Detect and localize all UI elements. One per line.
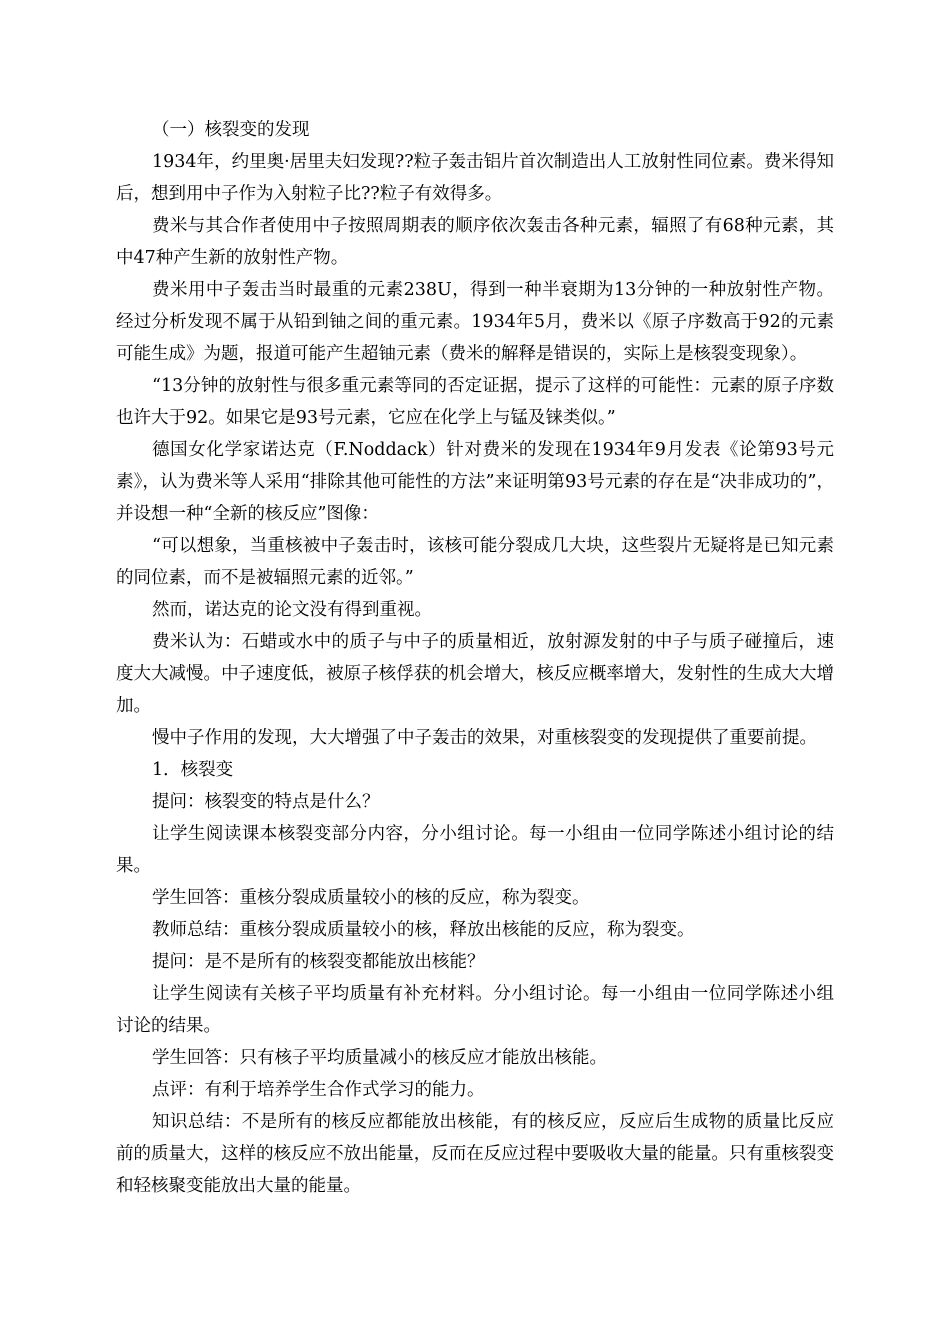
paragraph-ignored: 然而，诺达克的论文没有得到重视。: [152, 600, 432, 620]
paragraph-reading-2: 让学生阅读有关核子平均质量有补充材料。分小组讨论。每一小组由一位同学陈述小组讨论的结果。: [116, 984, 834, 1036]
paragraph-knowledge-summary: 知识总结：不是所有的核反应都能放出核能，有的核反应，反应后生成物的质量比反应前的质量大，这样的核反应不放出能量，反而在反应过程中要吸收大量的能量。只有重核裂变和轻核聚变能放出大量的能量。: [116, 1112, 834, 1196]
paragraph-question-1: 提问：核裂变的特点是什么？: [152, 792, 380, 812]
paragraph-fermi-neutron-bombardment: 费米与其合作者使用中子按照周期表的顺序依次轰击各种元素，辐照了有68种元素，其中47种产生新的放射性产物。: [116, 216, 834, 268]
paragraph-student-answer-1: 学生回答：重核分裂成质量较小的核的反应，称为裂变。: [152, 888, 590, 908]
subsection-heading: 1．核裂变: [152, 760, 234, 780]
paragraph-reading-1: 让学生阅读课本核裂变部分内容，分小组讨论。每一小组由一位同学陈述小组讨论的结果。: [116, 824, 834, 876]
paragraph-fermi-quote: “13分钟的放射性与很多重元素等同的否定证据，提示了这样的可能性：元素的原子序数也许大于92。如果它是93号元素，它应在化学上与锰及铼类似。”: [116, 376, 834, 428]
paragraph-slow-neutron: 费米认为：石蜡或水中的质子与中子的质量相近，放射源发射的中子与质子碰撞后，速度大大减慢。中子速度低，被原子核俘获的机会增大，核反应概率增大，发射性的生成大大增加。: [116, 632, 834, 716]
section-heading: （一）核裂变的发现: [152, 120, 310, 140]
paragraph-question-2: 提问：是不是所有的核裂变都能放出核能？: [152, 952, 485, 972]
paragraph-noddack: 德国女化学家诺达克（F.Noddack）针对费米的发现在1934年9月发表《论第93号元素》，认为费米等人采用“排除其他可能性的方法”来证明第93号元素的存在是“决非成功的”，并设想一种“全新的核反应”图像：: [116, 440, 834, 524]
document-page: [116, 114, 834, 1202]
paragraph-curie-discovery: 1934年，约里奥·居里夫妇发现??粒子轰击铝片首次制造出人工放射性同位素。费米得知后，想到用中子作为入射粒子比??粒子有效得多。: [116, 152, 834, 204]
paragraph-comment: 点评：有利于培养学生合作式学习的能力。: [152, 1080, 485, 1100]
paragraph-fermi-uranium: 费米用中子轰击当时最重的元素238U，得到一种半衰期为13分钟的一种放射性产物。经过分析发现不属于从铅到铀之间的重元素。1934年5月，费米以《原子序数高于92的元素可能生成》为题，报道可能产生超铀元素（费米的解释是错误的，实际上是核裂变现象）。: [116, 280, 834, 364]
paragraph-noddack-quote: “可以想象，当重核被中子轰击时，该核可能分裂成几大块，这些裂片无疑将是已知元素的同位素，而不是被辐照元素的近邻。”: [116, 536, 834, 588]
paragraph-student-answer-2: 学生回答：只有核子平均质量减小的核反应才能放出核能。: [152, 1048, 607, 1068]
paragraph-slow-neutron-significance: 慢中子作用的发现，大大增强了中子轰击的效果，对重核裂变的发现提供了重要前提。: [152, 728, 817, 748]
paragraph-teacher-summary: 教师总结：重核分裂成质量较小的核，释放出核能的反应，称为裂变。: [152, 920, 695, 940]
